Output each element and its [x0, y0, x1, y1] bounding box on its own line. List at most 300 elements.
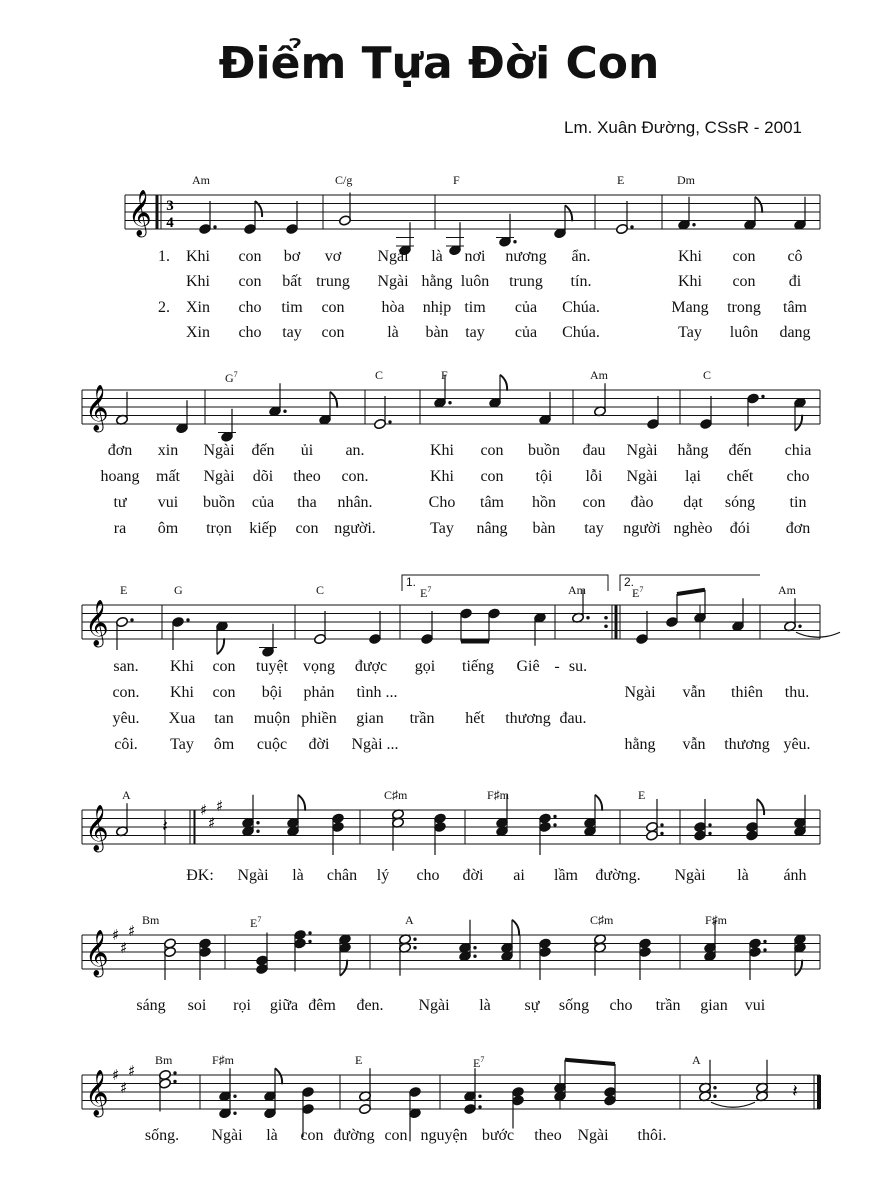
note-flag — [512, 920, 519, 936]
lyric-syllable: ủi — [300, 442, 314, 459]
lyric-syllable: Ngài — [626, 442, 658, 459]
chord-name: C — [316, 583, 325, 597]
chord-name: E — [250, 916, 258, 930]
composer-credit: Lm. Xuân Đường, CSsR - 2001 — [564, 118, 802, 137]
note-beam — [677, 590, 705, 594]
chord-symbol — [703, 368, 711, 382]
treble-clef: 𝄞 — [85, 805, 109, 851]
augmentation-dot — [256, 830, 259, 833]
note-flag — [755, 197, 762, 213]
lyric-syllable: lỗi — [585, 468, 603, 485]
lyric-syllable: được — [354, 658, 388, 675]
lyric-syllable: gọi — [414, 658, 436, 675]
chord-symbol — [212, 1053, 234, 1067]
chord-name: C♯m — [590, 913, 614, 927]
lyric-syllable: của — [514, 324, 538, 341]
verse-number: 1. — [158, 248, 170, 265]
key-signature-sharp: ♯ — [128, 921, 136, 940]
augmentation-dot — [798, 625, 801, 628]
lyric-syllable: dõi — [252, 468, 274, 485]
lyric-syllable: con — [732, 273, 756, 290]
lyric-syllable: cho — [609, 997, 633, 1014]
treble-clef: 𝄞 — [128, 190, 152, 236]
verse-number: 2. — [158, 299, 170, 316]
lyric-syllable: Ngài — [626, 468, 658, 485]
chord-symbol — [441, 368, 448, 382]
lyric-syllable: trong — [727, 299, 761, 316]
lyric-syllable: tư — [113, 494, 127, 511]
chord-extension: 7 — [639, 585, 644, 594]
chord-symbol — [568, 583, 586, 597]
lyric-syllable: hằng — [677, 442, 709, 459]
chord-name: Bm — [155, 1053, 173, 1067]
lyric-syllable: dang — [779, 324, 811, 341]
lyric-syllable: sống. — [144, 1127, 180, 1144]
lyric-syllable: nhân. — [337, 494, 373, 511]
lyric-syllable: cho — [238, 324, 262, 341]
lyric-syllable: sáng — [136, 997, 166, 1014]
augmentation-dot — [513, 240, 516, 243]
lyric-syllable: luôn — [460, 273, 490, 290]
lyric-syllable: con — [732, 248, 756, 265]
lyric-syllable: - — [554, 658, 560, 675]
lyric-syllable: Ngài — [624, 684, 656, 701]
lyric-syllable: gian — [700, 997, 728, 1014]
lyric-syllable: lầm — [554, 867, 578, 884]
augmentation-dot — [660, 832, 663, 835]
augmentation-dot — [660, 823, 663, 826]
lyric-syllable: theo — [293, 468, 321, 485]
lyric-syllable: là — [431, 248, 443, 265]
treble-clef: 𝄞 — [85, 930, 109, 976]
augmentation-dot — [692, 223, 695, 226]
lyric-syllable: vẫn — [682, 684, 706, 701]
tie — [796, 632, 840, 637]
lyric-syllable: bơ — [283, 248, 301, 265]
lyric-syllable: vui — [744, 997, 766, 1014]
lyric-syllable: người — [623, 520, 661, 537]
lyric-syllable: tiếng — [462, 658, 494, 675]
lyric-syllable: tin — [789, 494, 807, 511]
lyric-syllable: đen. — [356, 997, 384, 1014]
lyric-syllable: Xin — [186, 324, 210, 341]
lyric-syllable: nương — [505, 248, 547, 265]
chord-name: Bm — [142, 913, 160, 927]
chord-name: G — [225, 371, 234, 385]
lyric-syllable: tâm — [783, 299, 807, 316]
lyric-syllable: ôm — [213, 736, 235, 753]
chord-symbol — [473, 1053, 484, 1070]
note-flag — [330, 392, 337, 408]
lyric-syllable: người. — [334, 520, 376, 537]
chord-name: E — [473, 1056, 481, 1070]
augmentation-dot — [708, 823, 711, 826]
note-flag — [757, 799, 764, 815]
augmentation-dot — [388, 420, 391, 423]
lyric-syllable: tín. — [570, 273, 592, 290]
lyric-syllable: Khi — [430, 442, 454, 459]
lyric-syllable: ra — [113, 520, 127, 537]
lyric-syllable: côi. — [114, 736, 138, 753]
lyric-syllable: con — [321, 324, 345, 341]
key-signature-sharp: ♯ — [208, 813, 216, 832]
lyric-syllable: Chúa. — [562, 299, 600, 316]
song-title: Điểm Tựa Đời Con — [218, 38, 660, 89]
key-signature-sharp: ♯ — [120, 1078, 128, 1097]
lyric-syllable: trần — [655, 997, 681, 1014]
chord-symbol — [677, 173, 695, 187]
lyric-syllable: Ngài — [377, 248, 409, 265]
chord-symbol — [420, 583, 431, 600]
lyric-syllable: tim — [464, 299, 486, 316]
lyric-syllable: Ngài — [203, 468, 235, 485]
lyric-syllable: ĐK: — [186, 867, 214, 884]
lyric-syllable: sống — [558, 997, 590, 1014]
chord-extension: 7 — [257, 915, 262, 924]
lyric-syllable: yêu. — [783, 736, 811, 753]
lyric-syllable: con — [238, 273, 262, 290]
lyric-syllable: con — [480, 468, 504, 485]
lyric-syllable: đến — [728, 442, 752, 459]
key-signature-sharp: ♯ — [112, 926, 120, 944]
lyric-syllable: tay — [584, 520, 604, 537]
key-signature-sharp: ♯ — [128, 1061, 136, 1080]
lyric-syllable: con. — [112, 684, 140, 701]
lyric-syllable: con — [212, 684, 236, 701]
note-flag — [795, 415, 802, 431]
chord-name: F — [453, 173, 460, 187]
note-flag — [565, 205, 572, 221]
lyric-syllable: đơn — [107, 442, 133, 459]
lyric-syllable: buồn — [528, 442, 560, 459]
augmentation-dot — [553, 815, 556, 818]
chord-symbol — [192, 173, 210, 187]
lyric-syllable: ai — [513, 867, 525, 884]
chord-symbol — [638, 788, 645, 802]
chord-symbol — [375, 368, 383, 382]
augmentation-dot — [308, 940, 311, 943]
lyric-syllable: đường — [333, 1127, 375, 1144]
chord-name: Am — [568, 583, 586, 597]
lyric-syllable: phản — [303, 684, 335, 701]
lyric-syllable: mất — [156, 468, 180, 485]
lyric-syllable: trung — [509, 273, 543, 290]
lyric-syllable: thu. — [784, 684, 810, 701]
lyric-syllable: tha — [297, 494, 317, 511]
lyric-syllable: con — [212, 658, 236, 675]
lyric-syllable: theo — [534, 1127, 562, 1144]
lyric-syllable: thương — [505, 710, 551, 727]
augmentation-dot — [553, 823, 556, 826]
chord-symbol — [142, 913, 159, 927]
augmentation-dot — [708, 832, 711, 835]
lyric-syllable: con — [480, 442, 504, 459]
chord-symbol — [174, 583, 183, 597]
chord-name: Am — [590, 368, 608, 382]
augmentation-dot — [186, 618, 189, 621]
chord-symbol — [692, 1053, 701, 1067]
lyric-syllable: Xua — [168, 710, 196, 727]
chord-name: A — [122, 788, 131, 802]
treble-clef: 𝄞 — [85, 1070, 109, 1116]
chord-symbol — [590, 368, 608, 382]
lyric-syllable: là — [737, 867, 749, 884]
lyric-syllable: Mang — [671, 299, 709, 316]
lyric-syllable: đường. — [595, 867, 641, 884]
lyric-syllable: vui — [157, 494, 179, 511]
chord-symbol — [453, 173, 460, 187]
volta-number: 2. — [624, 575, 635, 589]
lyric-syllable: nhịp — [422, 299, 452, 316]
chord-name: E — [120, 583, 128, 597]
lyric-syllable: Ngài — [577, 1127, 609, 1144]
time-signature-bottom: 4 — [166, 215, 174, 231]
chord-symbol — [778, 583, 796, 597]
lyric-syllable: vơ — [324, 248, 342, 265]
augmentation-dot — [473, 955, 476, 958]
chord-extension: 7 — [480, 1055, 485, 1064]
chord-symbol — [250, 913, 261, 930]
tie — [711, 1102, 755, 1107]
chord-symbol — [316, 583, 324, 597]
lyric-syllable: sự — [524, 997, 540, 1014]
note-flag — [298, 795, 305, 811]
lyric-syllable: là — [387, 324, 399, 341]
chord-symbol — [384, 788, 407, 802]
lyric-syllable: tuyệt — [256, 658, 288, 675]
augmentation-dot — [586, 616, 589, 619]
lyric-syllable: chia — [784, 442, 812, 459]
augmentation-dot — [448, 401, 451, 404]
lyric-syllable: xin — [157, 442, 179, 459]
chord-name: A — [692, 1053, 701, 1067]
chord-symbol — [120, 583, 127, 597]
lyric-syllable: su. — [568, 658, 588, 675]
chord-name: F — [441, 368, 448, 382]
lyric-syllable: hằng — [624, 736, 656, 753]
lyric-syllable: nghèo — [673, 520, 713, 537]
lyric-syllable: con — [295, 520, 319, 537]
lyric-syllable: con — [321, 299, 345, 316]
augmentation-dot — [761, 395, 764, 398]
lyric-syllable: Khi — [186, 248, 210, 265]
volta-number: 1. — [406, 575, 417, 589]
note-flag — [340, 960, 347, 976]
lyric-syllable: kiếp — [249, 520, 277, 537]
lyric-syllable: con — [582, 494, 606, 511]
augmentation-dot — [233, 1112, 236, 1115]
lyric-syllable: chết — [726, 468, 754, 485]
lyric-syllable: bội — [261, 684, 283, 701]
chord-symbol — [225, 368, 238, 385]
lyric-syllable: cho — [416, 867, 440, 884]
note-flag — [217, 638, 224, 654]
time-signature-top: 3 — [166, 198, 174, 214]
quarter-rest: 𝄽 — [792, 1081, 798, 1102]
lyric-syllable: ẩn. — [571, 248, 591, 265]
lyric-syllable: bước — [481, 1127, 515, 1144]
augmentation-dot — [713, 1086, 716, 1089]
lyric-syllable: của — [514, 299, 538, 316]
chord-name: C — [703, 368, 712, 382]
lyric-syllable: nơi — [464, 248, 486, 265]
chord-name: E — [632, 586, 640, 600]
lyric-syllable: Ngài — [377, 273, 409, 290]
lyric-syllable: đi — [788, 273, 802, 290]
chord-symbol — [335, 173, 352, 187]
lyric-syllable: tình ... — [356, 684, 398, 701]
note-flag — [275, 1068, 282, 1084]
lyric-syllable: bàn — [532, 520, 556, 537]
note-flag — [795, 960, 802, 976]
lyric-syllable: bất — [282, 273, 302, 290]
augmentation-dot — [213, 225, 216, 228]
lyric-syllable: ánh — [783, 867, 807, 884]
key-signature-sharp: ♯ — [200, 801, 208, 819]
lyric-syllable: tan — [214, 710, 234, 727]
augmentation-dot — [413, 946, 416, 949]
treble-clef: 𝄞 — [85, 600, 109, 646]
lyric-syllable: cho — [786, 468, 810, 485]
augmentation-dot — [130, 618, 133, 621]
augmentation-dot — [763, 940, 766, 943]
chord-symbol — [617, 173, 624, 187]
augmentation-dot — [713, 1095, 716, 1098]
chord-symbol — [355, 1053, 362, 1067]
lyric-syllable: đêm — [308, 997, 336, 1014]
lyric-syllable: thương — [724, 736, 770, 753]
augmentation-dot — [256, 821, 259, 824]
lyric-syllable: đói — [729, 520, 751, 537]
augmentation-dot — [763, 948, 766, 951]
lyric-syllable: Ngài ... — [351, 736, 399, 753]
lyric-syllable: Cho — [428, 494, 456, 511]
lyric-syllable: phiền — [301, 710, 337, 727]
lyric-syllable: Khi — [170, 684, 194, 701]
chord-name: C — [375, 368, 384, 382]
chord-name: C♯m — [384, 788, 408, 802]
augmentation-dot — [233, 1095, 236, 1098]
lyric-syllable: vẫn — [682, 736, 706, 753]
lyric-syllable: cô — [787, 248, 803, 265]
lyric-syllable: giữa — [269, 997, 299, 1014]
lyric-syllable: là — [266, 1127, 278, 1144]
lyric-syllable: là — [479, 997, 491, 1014]
chord-name: F♯m — [487, 788, 510, 802]
chord-symbol — [122, 788, 131, 802]
augmentation-dot — [308, 931, 311, 934]
chord-name: E — [420, 586, 428, 600]
lyric-syllable: cho — [238, 299, 262, 316]
lyric-syllable: thiên — [731, 684, 763, 701]
lyric-syllable: Khi — [430, 468, 454, 485]
lyric-syllable: rọi — [233, 997, 251, 1014]
chord-name: G — [174, 583, 183, 597]
key-signature-sharp: ♯ — [120, 938, 128, 957]
lyric-syllable: Ngài — [418, 997, 450, 1014]
lyric-syllable: dạt — [683, 494, 703, 511]
lyric-syllable: chân — [326, 867, 358, 884]
lyric-syllable: của — [251, 494, 275, 511]
lyric-syllable: tim — [281, 299, 303, 316]
augmentation-dot — [473, 946, 476, 949]
chord-symbol — [705, 913, 727, 927]
lyric-syllable: Ngài — [237, 867, 269, 884]
chord-name: E — [617, 173, 625, 187]
lyric-syllable: đào — [630, 494, 654, 511]
lyric-syllable: Ngài — [203, 442, 235, 459]
chord-name: C/g — [335, 173, 353, 187]
lyric-syllable: buồn — [203, 494, 235, 511]
lyric-syllable: Khi — [678, 248, 702, 265]
lyric-syllable: hoang — [100, 468, 140, 485]
lyric-syllable: con — [238, 248, 262, 265]
augmentation-dot — [173, 1080, 176, 1083]
lyric-syllable: đời — [308, 736, 330, 753]
lyric-syllable: đau — [582, 442, 606, 459]
lyric-syllable: Xin — [186, 299, 210, 316]
lyric-syllable: an. — [345, 442, 365, 459]
lyric-syllable: nâng — [476, 520, 508, 537]
chord-symbol — [405, 913, 414, 927]
chord-extension: 7 — [427, 585, 432, 594]
lyric-syllable: hết — [465, 710, 485, 727]
chord-name: Dm — [677, 173, 695, 187]
chord-symbol — [590, 913, 613, 927]
chord-name: E — [638, 788, 646, 802]
lyric-syllable: đến — [251, 442, 275, 459]
chord-symbol — [487, 788, 509, 802]
lyric-syllable: trọn — [206, 520, 232, 537]
lyric-syllable: muộn — [253, 710, 291, 727]
lyric-syllable: lý — [376, 867, 390, 884]
note-flag — [595, 795, 602, 811]
lyric-syllable: Khi — [678, 273, 702, 290]
lyric-syllable: thôi. — [637, 1127, 667, 1144]
lyric-syllable: Tay — [170, 736, 194, 753]
chord-name: Am — [192, 173, 210, 187]
chord-symbol — [155, 1053, 172, 1067]
note-flag — [500, 375, 507, 391]
lyric-syllable: hòa — [381, 299, 405, 316]
lyric-syllable: Khi — [170, 658, 194, 675]
lyric-syllable: sóng — [724, 494, 756, 511]
lyric-syllable: đơn — [785, 520, 811, 537]
augmentation-dot — [413, 938, 416, 941]
chord-name: A — [405, 913, 414, 927]
lyric-syllable: con — [300, 1127, 324, 1144]
lyric-syllable: đau. — [559, 710, 587, 727]
repeat-dot — [604, 616, 608, 620]
lyric-syllable: là — [292, 867, 304, 884]
lyric-syllable: san. — [113, 658, 139, 675]
chord-name: Am — [778, 583, 796, 597]
lyric-syllable: Khi — [186, 273, 210, 290]
chord-name: F♯m — [705, 913, 728, 927]
lyric-syllable: vọng — [303, 658, 335, 675]
chord-name: F♯m — [212, 1053, 235, 1067]
key-signature-sharp: ♯ — [112, 1066, 120, 1084]
lyric-syllable: tội — [535, 468, 553, 485]
lyric-syllable: Tay — [430, 520, 454, 537]
lyric-syllable: lại — [685, 468, 701, 485]
chord-name: E — [355, 1053, 363, 1067]
note-beam — [565, 1060, 615, 1064]
lyric-syllable: Ngài — [211, 1127, 243, 1144]
lyric-syllable: trần — [409, 710, 435, 727]
lyric-syllable: nguyện — [420, 1127, 468, 1144]
lyric-syllable: trung — [316, 273, 350, 290]
